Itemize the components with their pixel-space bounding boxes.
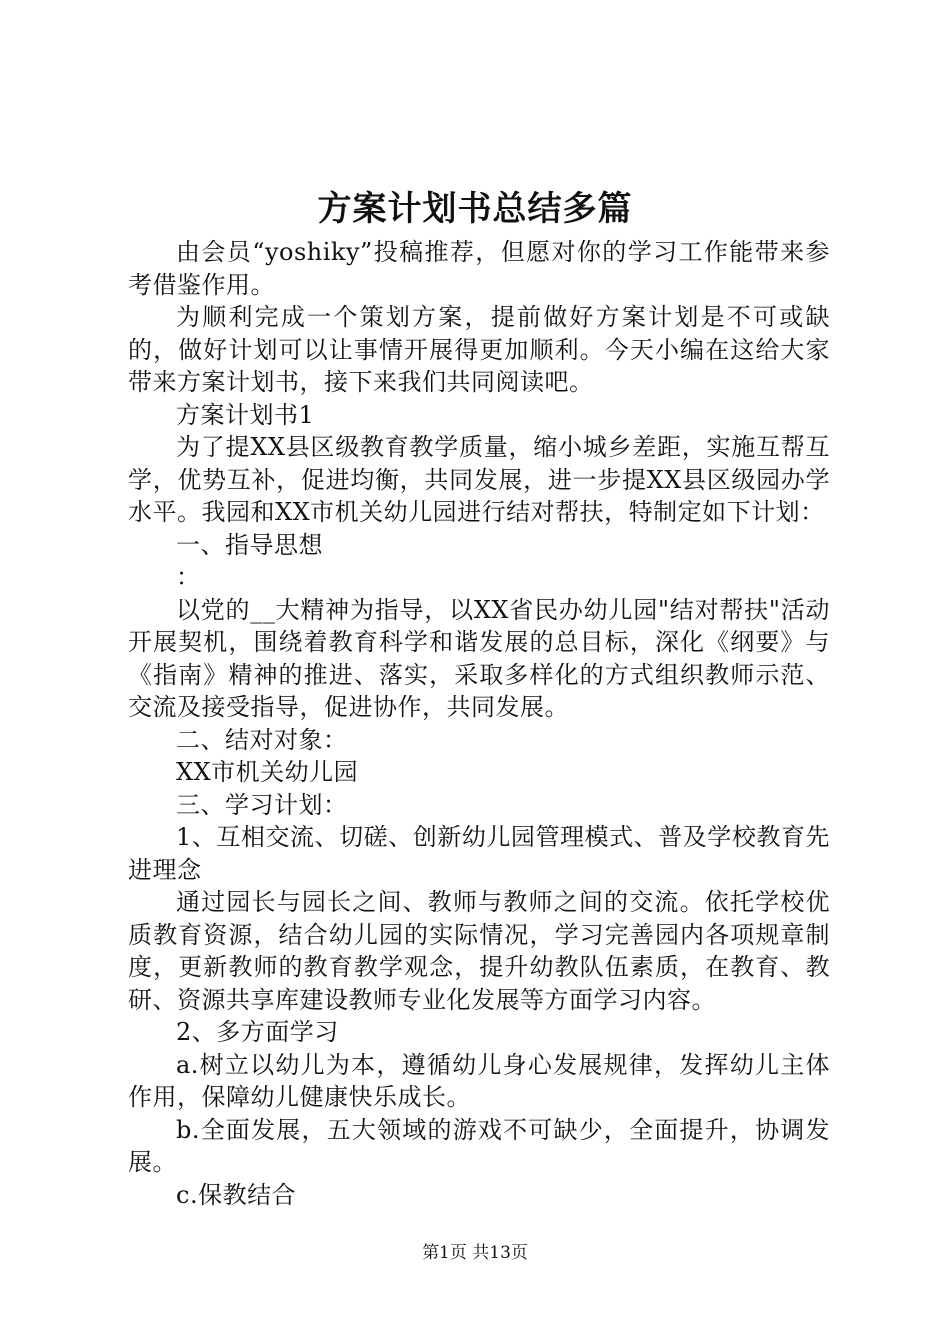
paragraph-exchange: 通过园长与园长之间、教师与教师之间的交流。依托学校优质教育资源，结合幼儿园的实际情况，学习完善园内各项规章制度，更新教师的教育教学观念，提升幼教队伍素质，在教育、教研、资源共享库建设教师专业化发展等方面学习内容。 [128,888,830,1014]
list-item-b: b.全面发展，五大领域的游戏不可缺少，全面提升，协调发展。 [128,1115,830,1176]
section-heading-plan-1: 方案计划书1 [176,400,315,429]
paragraph-colon: ： [176,563,201,591]
paragraph-preface: 为顺利完成一个策划方案，提前做好方案计划是不可或缺的，做好计划可以让事情开展得更加顺利。今天小编在这给大家带来方案计划书，接下来我们共同阅读吧。 [128,303,830,396]
list-item-c: c.保教结合 [176,1180,297,1209]
page-footer: 第1页 共13页 [422,1243,528,1263]
list-item-a: a.树立以幼儿为本，遵循幼儿身心发展规律，发挥幼儿主体作用，保障幼儿健康快乐成长。 [128,1050,830,1111]
document-body [128,236,830,1211]
document-title: 方案计划书总结多篇 [317,189,633,229]
paragraph-pairing-target: XX市机关幼儿园 [176,758,359,786]
paragraph-intro: 由会员“yoshiky”投稿推荐，但愿对你的学习工作能带来参考借鉴作用。 [128,238,830,299]
heading-study-plan: 三、学习计划： [176,790,348,819]
heading-pairing-target: 二、结对对象： [176,725,348,754]
list-item-1: 1、互相交流、切磋、创新幼儿园管理模式、普及学校教育先进理念 [128,823,830,884]
paragraph-purpose: 为了提XX县区级教育教学质量，缩小城乡差距，实施互帮互学，优势互补，促进均衡，共同发展，进一步提XX县区级园办学水平。我园和XX市机关幼儿园进行结对帮扶，特制定如下计划： [128,433,830,526]
paragraph-guiding-ideology: 以党的__大精神为指导，以XX省民办幼儿园"结对帮扶"活动开展契机，围绕着教育科学和谐发展的总目标，深化《纲要》与《指南》精神的推进、落实，采取多样化的方式组织教师示范、交流及接受指导，促进协作，共同发展。 [128,595,830,721]
heading-guiding-ideology: 一、指导思想 [176,530,323,559]
list-item-2: 2、多方面学习 [176,1018,339,1046]
